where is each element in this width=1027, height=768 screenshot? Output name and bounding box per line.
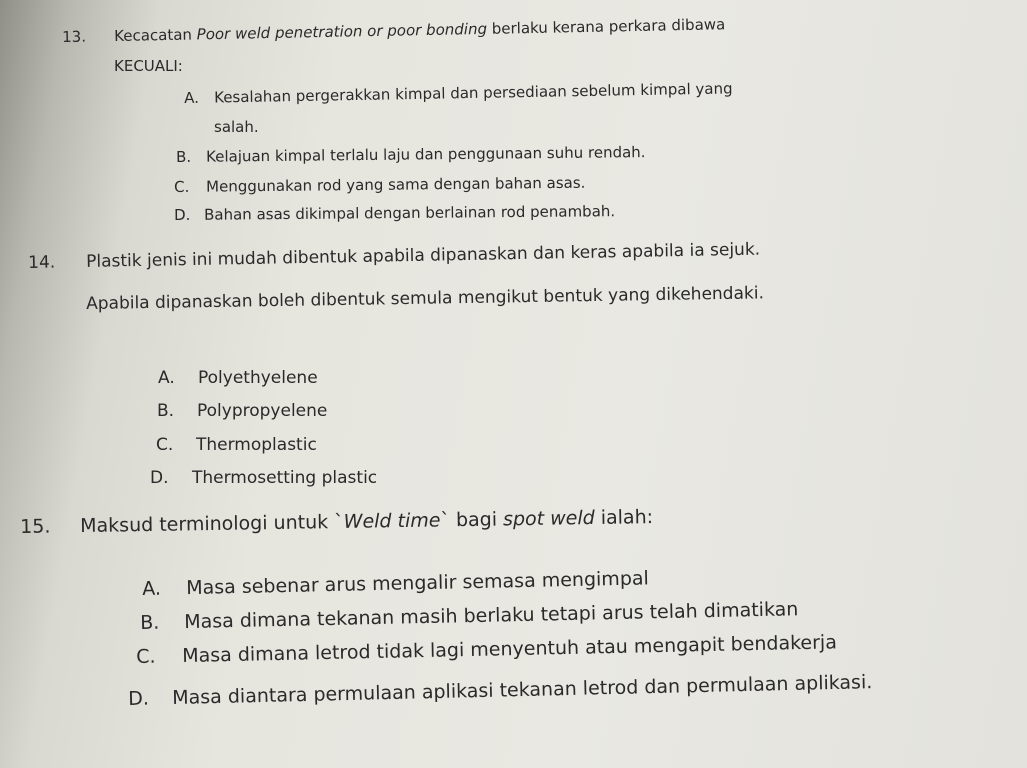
question-13-text-end: berlaku kerana perkara dibawa: [486, 15, 726, 38]
option-text: Thermoplastic: [196, 435, 317, 455]
question-14-option-d: [150, 468, 377, 488]
option-text: Masa sebenar arus mengalir semasa mengimpal: [185, 567, 650, 600]
question-15-option-a: [142, 567, 649, 600]
question-14-line1: [28, 240, 760, 273]
question-13-line1: [62, 15, 725, 46]
option-letter: A.: [142, 577, 162, 600]
question-15-option-b: [140, 598, 799, 634]
question-14-number: 14.: [28, 252, 56, 273]
option-text: Menggunakan rod yang sama dengan bahan asas.: [205, 173, 586, 196]
option-letter: B.: [157, 401, 175, 421]
option-text: Polypropyelene: [197, 401, 328, 421]
question-15-text-middle: ` bagi: [440, 508, 504, 532]
option-text: Bahan asas dikimpal dengan berlainan rod penambah.: [203, 202, 616, 224]
option-text: Masa dimana tekanan masih berlaku tetapi arus telah dimatikan: [183, 598, 799, 634]
question-13-option-a: [184, 79, 733, 107]
question-15-text-start: Maksud terminologi untuk `: [79, 510, 344, 538]
question-13-option-d: [174, 202, 615, 224]
option-text: Kelajuan kimpal terlalu laju dan penggunaan suhu rendah.: [205, 143, 646, 166]
question-15-option-d: [128, 671, 873, 710]
question-13-number: 13.: [62, 27, 87, 46]
question-13-option-a-continued: salah.: [214, 118, 259, 136]
option-text: Thermosetting plastic: [192, 468, 378, 488]
option-text: Polyethyelene: [198, 368, 318, 388]
option-letter: C.: [156, 435, 174, 455]
option-letter: A.: [158, 368, 175, 388]
option-letter: A.: [184, 88, 200, 107]
option-letter: B.: [140, 611, 160, 634]
option-letter: C.: [174, 177, 190, 196]
option-text: Kesalahan pergerakkan kimpal dan persediaan sebelum kimpal yang: [213, 79, 733, 107]
question-14-option-a: [158, 368, 318, 388]
question-14-text-line1: Plastik jenis ini mudah dibentuk apabila dipanaskan dan keras apabila ia sejuk.: [85, 239, 761, 272]
question-13-text-start: Kecacatan: [113, 25, 197, 45]
question-13-line2: KECUALI:: [114, 57, 183, 75]
question-15-option-c: [136, 631, 837, 668]
question-14-line2: Apabila dipanaskan boleh dibentuk semula mengikut bentuk yang dikehendaki.: [86, 283, 765, 314]
option-text: Masa diantara permulaan aplikasi tekanan letrod dan permulaan aplikasi.: [171, 671, 873, 709]
question-15-text-end: ialah:: [594, 506, 654, 529]
option-letter: B.: [176, 147, 192, 166]
option-letter: D.: [174, 205, 191, 224]
question-14-option-c: [156, 435, 317, 455]
question-15-text-italic: Weld time: [343, 509, 441, 533]
question-14-option-b: [157, 401, 327, 421]
question-15-text-italic2: spot weld: [502, 506, 595, 531]
question-13-option-b: [176, 143, 646, 166]
question-13-text-italic: Poor weld penetration or poor bonding: [196, 19, 488, 44]
question-15-number: 15.: [20, 515, 51, 538]
option-letter: D.: [128, 687, 150, 710]
question-13-option-c: [174, 174, 585, 196]
option-letter: C.: [136, 645, 156, 668]
option-letter: D.: [150, 468, 169, 488]
question-15-line1: [20, 506, 653, 538]
option-text: Masa dimana letrod tidak lagi menyentuh atau mengapit bendakerja: [181, 631, 838, 668]
